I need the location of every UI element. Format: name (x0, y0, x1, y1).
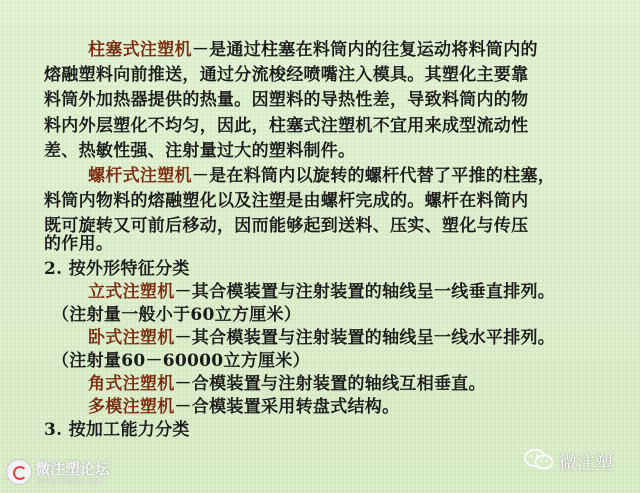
term-vertical-machine: 立式注塑机 (88, 282, 175, 302)
term-horizontal-machine: 卧式注塑机 (88, 328, 175, 348)
forum-logo-icon (6, 459, 32, 485)
watermark-forum (6, 455, 156, 489)
term-multi-mold-machine: 多模注塑机 (88, 397, 175, 417)
item-horizontal-note: （注射量60－60000立方厘米） (52, 351, 310, 371)
wechat-icon (524, 449, 554, 471)
paragraph-2-line-2: 料筒内物料的熔融塑化以及注塑是由螺杆完成的。螺杆在料筒内 (44, 191, 529, 211)
watermark-wechat-name: 微注塑 (559, 453, 613, 474)
paragraph-2-line-4: 的作用。 (44, 234, 114, 254)
term-plunger-injection-machine: 柱塞式注塑机 (88, 40, 192, 60)
term-screw-injection-machine: 螺杆式注塑机 (88, 166, 192, 186)
paragraph-2-line-1: 螺杆式注塑机－是在料筒内以旋转的螺杆代替了平推的柱塞， (88, 166, 556, 186)
paragraph-1-line-4: 料内外层塑化不均匀，因此，柱塞式注塑机不宜用来成型流动性 (44, 116, 529, 136)
item-vertical: 立式注塑机－其合模装置与注射装置的轴线呈一线垂直排列。 (88, 282, 556, 302)
paragraph-1-line-1: 柱塞式注塑机－是通过柱塞在料筒内的往复运动将料筒内的 (88, 40, 538, 60)
watermark-forum-url: www.vzhusu.com (37, 477, 105, 485)
item-multi-mold: 多模注塑机－合模装置采用转盘式结构。 (88, 397, 400, 417)
item-vertical-note: （注射量一般小于60立方厘米） (52, 305, 302, 325)
paragraph-1-line-5: 差、热敏性强、注射量过大的塑料制件。 (44, 141, 356, 161)
item-horizontal: 卧式注塑机－其合模装置与注射装置的轴线呈一线水平排列。 (88, 328, 556, 348)
section-2-heading: 2. 按外形特征分类 (44, 259, 190, 279)
paragraph-1-line-2: 熔融塑料向前推送，通过分流梭经喷嘴注入模具。其塑化主要靠 (44, 65, 529, 85)
paragraph-2-line-3: 既可旋转又可前后移动，因而能够起到送料、压实、塑化与传压 (44, 216, 529, 236)
paragraph-1-line-3: 料筒外加热器提供的热量。因塑料的导热性差，导致料筒内的物 (44, 90, 529, 110)
section-3-heading: 3. 按加工能力分类 (44, 420, 190, 440)
item-angular: 角式注塑机－合模装置与注射装置的轴线互相垂直。 (88, 374, 486, 394)
watermark-forum-name: 微注塑论坛 (35, 460, 111, 478)
term-angular-machine: 角式注塑机 (88, 374, 175, 394)
watermark-wechat (524, 445, 634, 475)
